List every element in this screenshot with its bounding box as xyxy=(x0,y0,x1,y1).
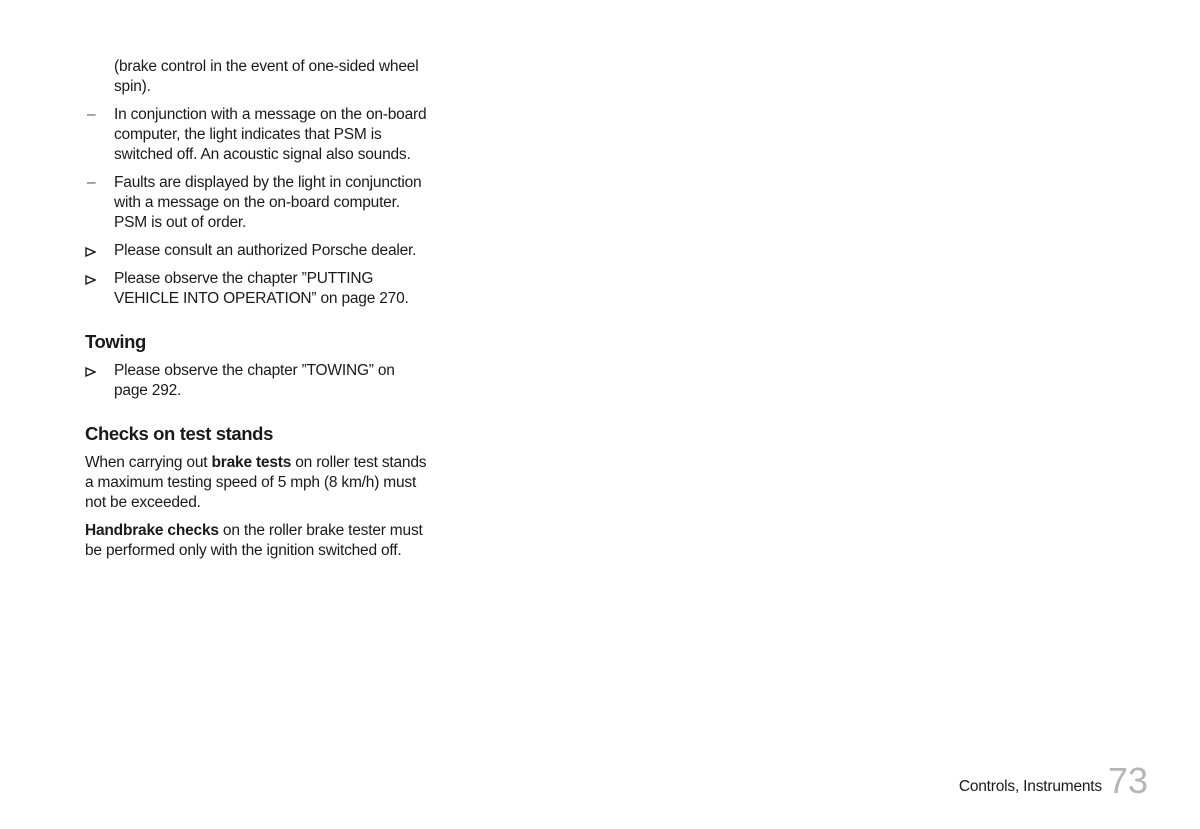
section-label: Controls, Instruments xyxy=(958,778,1102,795)
dash-marker: – xyxy=(87,174,96,191)
continuation-label: (brake control in the event of one-sided wheel spin). xyxy=(114,58,419,95)
instruction-text: Please consult an authorized Porsche dealer. xyxy=(114,242,417,259)
handbrake-paragraph xyxy=(85,521,430,561)
instruction-text: Please observe the chapter ”PUTTING VEHICLE INTO OPERATION” on page 270. xyxy=(114,270,409,307)
list-item xyxy=(85,105,430,165)
instruction-text: Please observe the chapter ”TOWING” on page 292. xyxy=(114,362,395,399)
paragraph-bold-text: Handbrake checks xyxy=(85,522,219,539)
list-item-text: In conjunction with a message on the on-board computer, the light indicates that PSM is switched off. An acoustic signal also sounds. xyxy=(114,106,427,163)
towing-heading: Towing xyxy=(85,331,146,352)
triangle-right-outline-icon xyxy=(85,241,105,257)
dash-marker: – xyxy=(87,106,96,123)
triangle-right-outline-icon xyxy=(85,361,105,377)
list-item xyxy=(85,173,430,233)
checks-heading: Checks on test stands xyxy=(85,423,273,444)
page-footer xyxy=(958,760,1148,801)
paragraph-text: on the roller brake tester must be performed only with the ignition switched off. xyxy=(85,522,423,559)
instruction-item xyxy=(85,241,430,261)
triangle-right-outline-icon xyxy=(85,269,105,285)
main-column xyxy=(85,57,430,569)
continuation-text xyxy=(85,57,430,97)
list-item-text: Faults are displayed by the light in conjunction with a message on the on-board computer. PSM is out of order. xyxy=(114,174,422,231)
paragraph-bold-text: brake tests xyxy=(211,454,292,471)
paragraph-text: When carrying out xyxy=(85,454,212,471)
instruction-item xyxy=(85,269,430,309)
brake-tests-paragraph xyxy=(85,453,430,513)
paragraph-text: on roller test stands a maximum testing speed of 5 mph (8 km/h) must not be exceeded. xyxy=(85,454,427,511)
page-number: 73 xyxy=(1107,760,1148,801)
instruction-item xyxy=(85,361,430,401)
